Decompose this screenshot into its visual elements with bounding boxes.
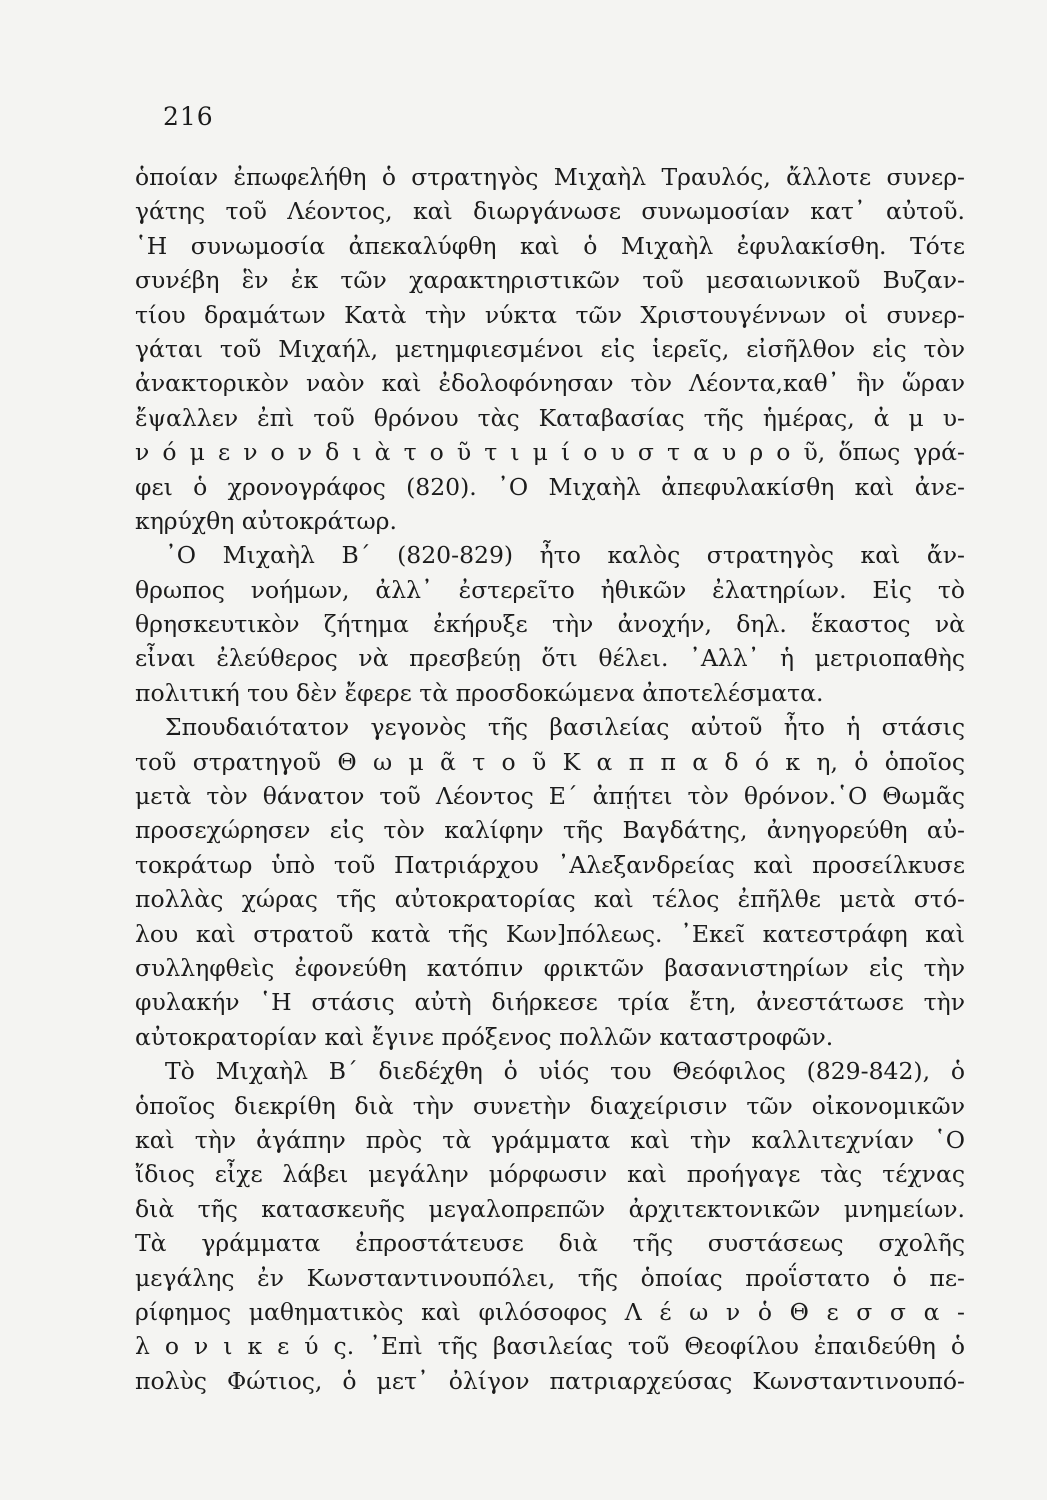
text-line: συνέβη ἓν ἐκ τῶν χαρακτηριστικῶν τοῦ μεσαιωνικοῦ Βυζαν- — [135, 266, 965, 295]
text-line: ἴδιος εἶχε λάβει μεγάλην μόρφωσιν καὶ προήγαγε τὰς τέχνας — [135, 1160, 965, 1189]
text-line: διὰ τῆς κατασκευῆς μεγαλοπρεπῶν ἀρχιτεκτονικῶν μνημείων. — [135, 1194, 965, 1223]
text-line: τίου δραμάτων Κατὰ τὴν νύκτα τῶν Χριστουγέννων οἱ συνερ- — [135, 300, 965, 329]
text-line: μεγάλης ἐν Κωνσταντινουπόλει, τῆς ὁποίας προΐστατο ὁ πε- — [135, 1263, 965, 1292]
text-line: ὁποίαν ἐπωφελήθη ὁ στρατηγὸς Μιχαὴλ Τραυλός, ἄλλοτε συνερ- — [135, 163, 965, 191]
text-line: τοῦ στρατηγοῦ Θ ω μ ᾶ τ ο ῦ Κ α π π α δ ό κ η, ὁ ὁποῖος — [135, 747, 965, 776]
text-line: ᾿Ο Μιχαὴλ Β΄ (820-829) ἦτο καλὸς στρατηγὸς καὶ ἄν- — [165, 541, 965, 570]
text-line: λ ο ν ι κ ε ύ ς. ᾿Επὶ τῆς βασιλείας τοῦ Θεοφίλου ἐπαιδεύθη ὁ — [135, 1332, 965, 1361]
text-line: Τὰ γράμματα ἐπροστάτευσε διὰ τῆς συστάσεως σχολῆς — [135, 1229, 965, 1258]
text-line: θρησκευτικὸν ζήτημα ἐκήρυξε τὴν ἀνοχήν, δηλ. ἕκαστος νὰ — [135, 610, 965, 639]
text-line: συλληφθεὶς ἐφονεύθη κατόπιν φρικτῶν βασανιστηρίων εἰς τὴν — [135, 953, 965, 982]
text-line: φυλακήν ῾Η στάσις αὐτὴ διήρκεσε τρία ἔτη, ἀνεστάτωσε τὴν — [135, 988, 965, 1017]
text-line: ἔψαλλεν ἐπὶ τοῦ θρόνου τὰς Καταβασίας τῆς ἡμέρας, ἀ μ υ- — [135, 403, 965, 432]
text-line: θρωπος νοήμων, ἀλλ᾿ ἐστερεῖτο ἠθικῶν ἐλατηρίων. Εἰς τὸ — [135, 575, 965, 604]
text-line: Σπουδαιότατον γεγονὸς τῆς βασιλείας αὐτοῦ ἦτο ἡ στάσις — [165, 713, 965, 742]
text-line: ρίφημος μαθηματικὸς καὶ φιλόσοφος Λ έ ω ν ὁ Θ ε σ σ α - — [135, 1297, 965, 1326]
text-line: εἶναι ἐλεύθερος νὰ πρεσβεύῃ ὅτι θέλει. ᾿Αλλ᾿ ἡ μετριοπαθὴς — [135, 644, 965, 673]
text-line: ἀνακτορικὸν ναὸν καὶ ἐδολοφόνησαν τὸν Λέοντα,καθ᾿ ἣν ὥραν — [135, 369, 965, 398]
text-line: ν ό μ ε ν ο ν δ ι ὰ τ ο ῦ τ ι μ ί ο υ σ τ α υ ρ ο ῦ, ὅπως γρά- — [135, 438, 965, 467]
text-line: πολὺς Φώτιος, ὁ μετ᾿ ὀλίγον πατριαρχεύσας Κωνσταντινουπό- — [135, 1366, 965, 1395]
text-line: λου καὶ στρατοῦ κατὰ τῆς Κων]πόλεως. ᾿Εκεῖ κατεστράφη καὶ — [135, 919, 965, 948]
text-line: καὶ τὴν ἀγάπην πρὸς τὰ γράμματα καὶ τὴν καλλιτεχνίαν ῾Ο — [135, 1125, 965, 1154]
text-line: αὐτοκρατορίαν καὶ ἔγινε πρόξενος πολλῶν καταστροφῶν. — [135, 1022, 834, 1051]
text-line: Τὸ Μιχαὴλ Β΄ διεδέχθη ὁ υἱός του Θεόφιλος (829-842), ὁ — [165, 1057, 965, 1086]
page-number: 216 — [163, 102, 214, 131]
text-line: φει ὁ χρονογράφος (820). ᾿Ο Μιχαὴλ ἀπεφυλακίσθη καὶ ἀνε- — [135, 472, 965, 501]
body-text — [135, 160, 965, 1398]
text-line: πολιτική του δὲν ἔφερε τὰ προσδοκώμενα ἀποτελέσματα. — [135, 678, 824, 707]
text-line: κηρύχθη αὐτοκράτωρ. — [135, 506, 397, 535]
text-line: προσεχώρησεν εἰς τὸν καλίφην τῆς Βαγδάτης, ἀνηγορεύθη αὐ- — [135, 816, 965, 845]
text-line: μετὰ τὸν θάνατον τοῦ Λέοντος Ε΄ ἀπῄτει τὸν θρόνον.῾Ο Θωμᾶς — [135, 782, 965, 811]
text-line: ὁποῖος διεκρίθη διὰ τὴν συνετὴν διαχείρισιν τῶν οἰκονομικῶν — [135, 1091, 965, 1120]
text-line: ῾Η συνωμοσία ἀπεκαλύφθη καὶ ὁ Μιχαὴλ ἐφυλακίσθη. Τότε — [135, 231, 965, 260]
text-line: τοκράτωρ ὑπὸ τοῦ Πατριάρχου ᾿Αλεξανδρείας καὶ προσείλκυσε — [135, 850, 965, 879]
text-line: πολλὰς χώρας τῆς αὐτοκρατορίας καὶ τέλος ἐπῆλθε μετὰ στό- — [135, 885, 965, 914]
text-line: γάτης τοῦ Λέοντος, καὶ διωργάνωσε συνωμοσίαν κατ᾿ αὐτοῦ. — [135, 197, 965, 226]
text-line: γάται τοῦ Μιχαήλ, μετημφιεσμένοι εἰς ἱερεῖς, εἰσῆλθον εἰς τὸν — [135, 334, 965, 363]
